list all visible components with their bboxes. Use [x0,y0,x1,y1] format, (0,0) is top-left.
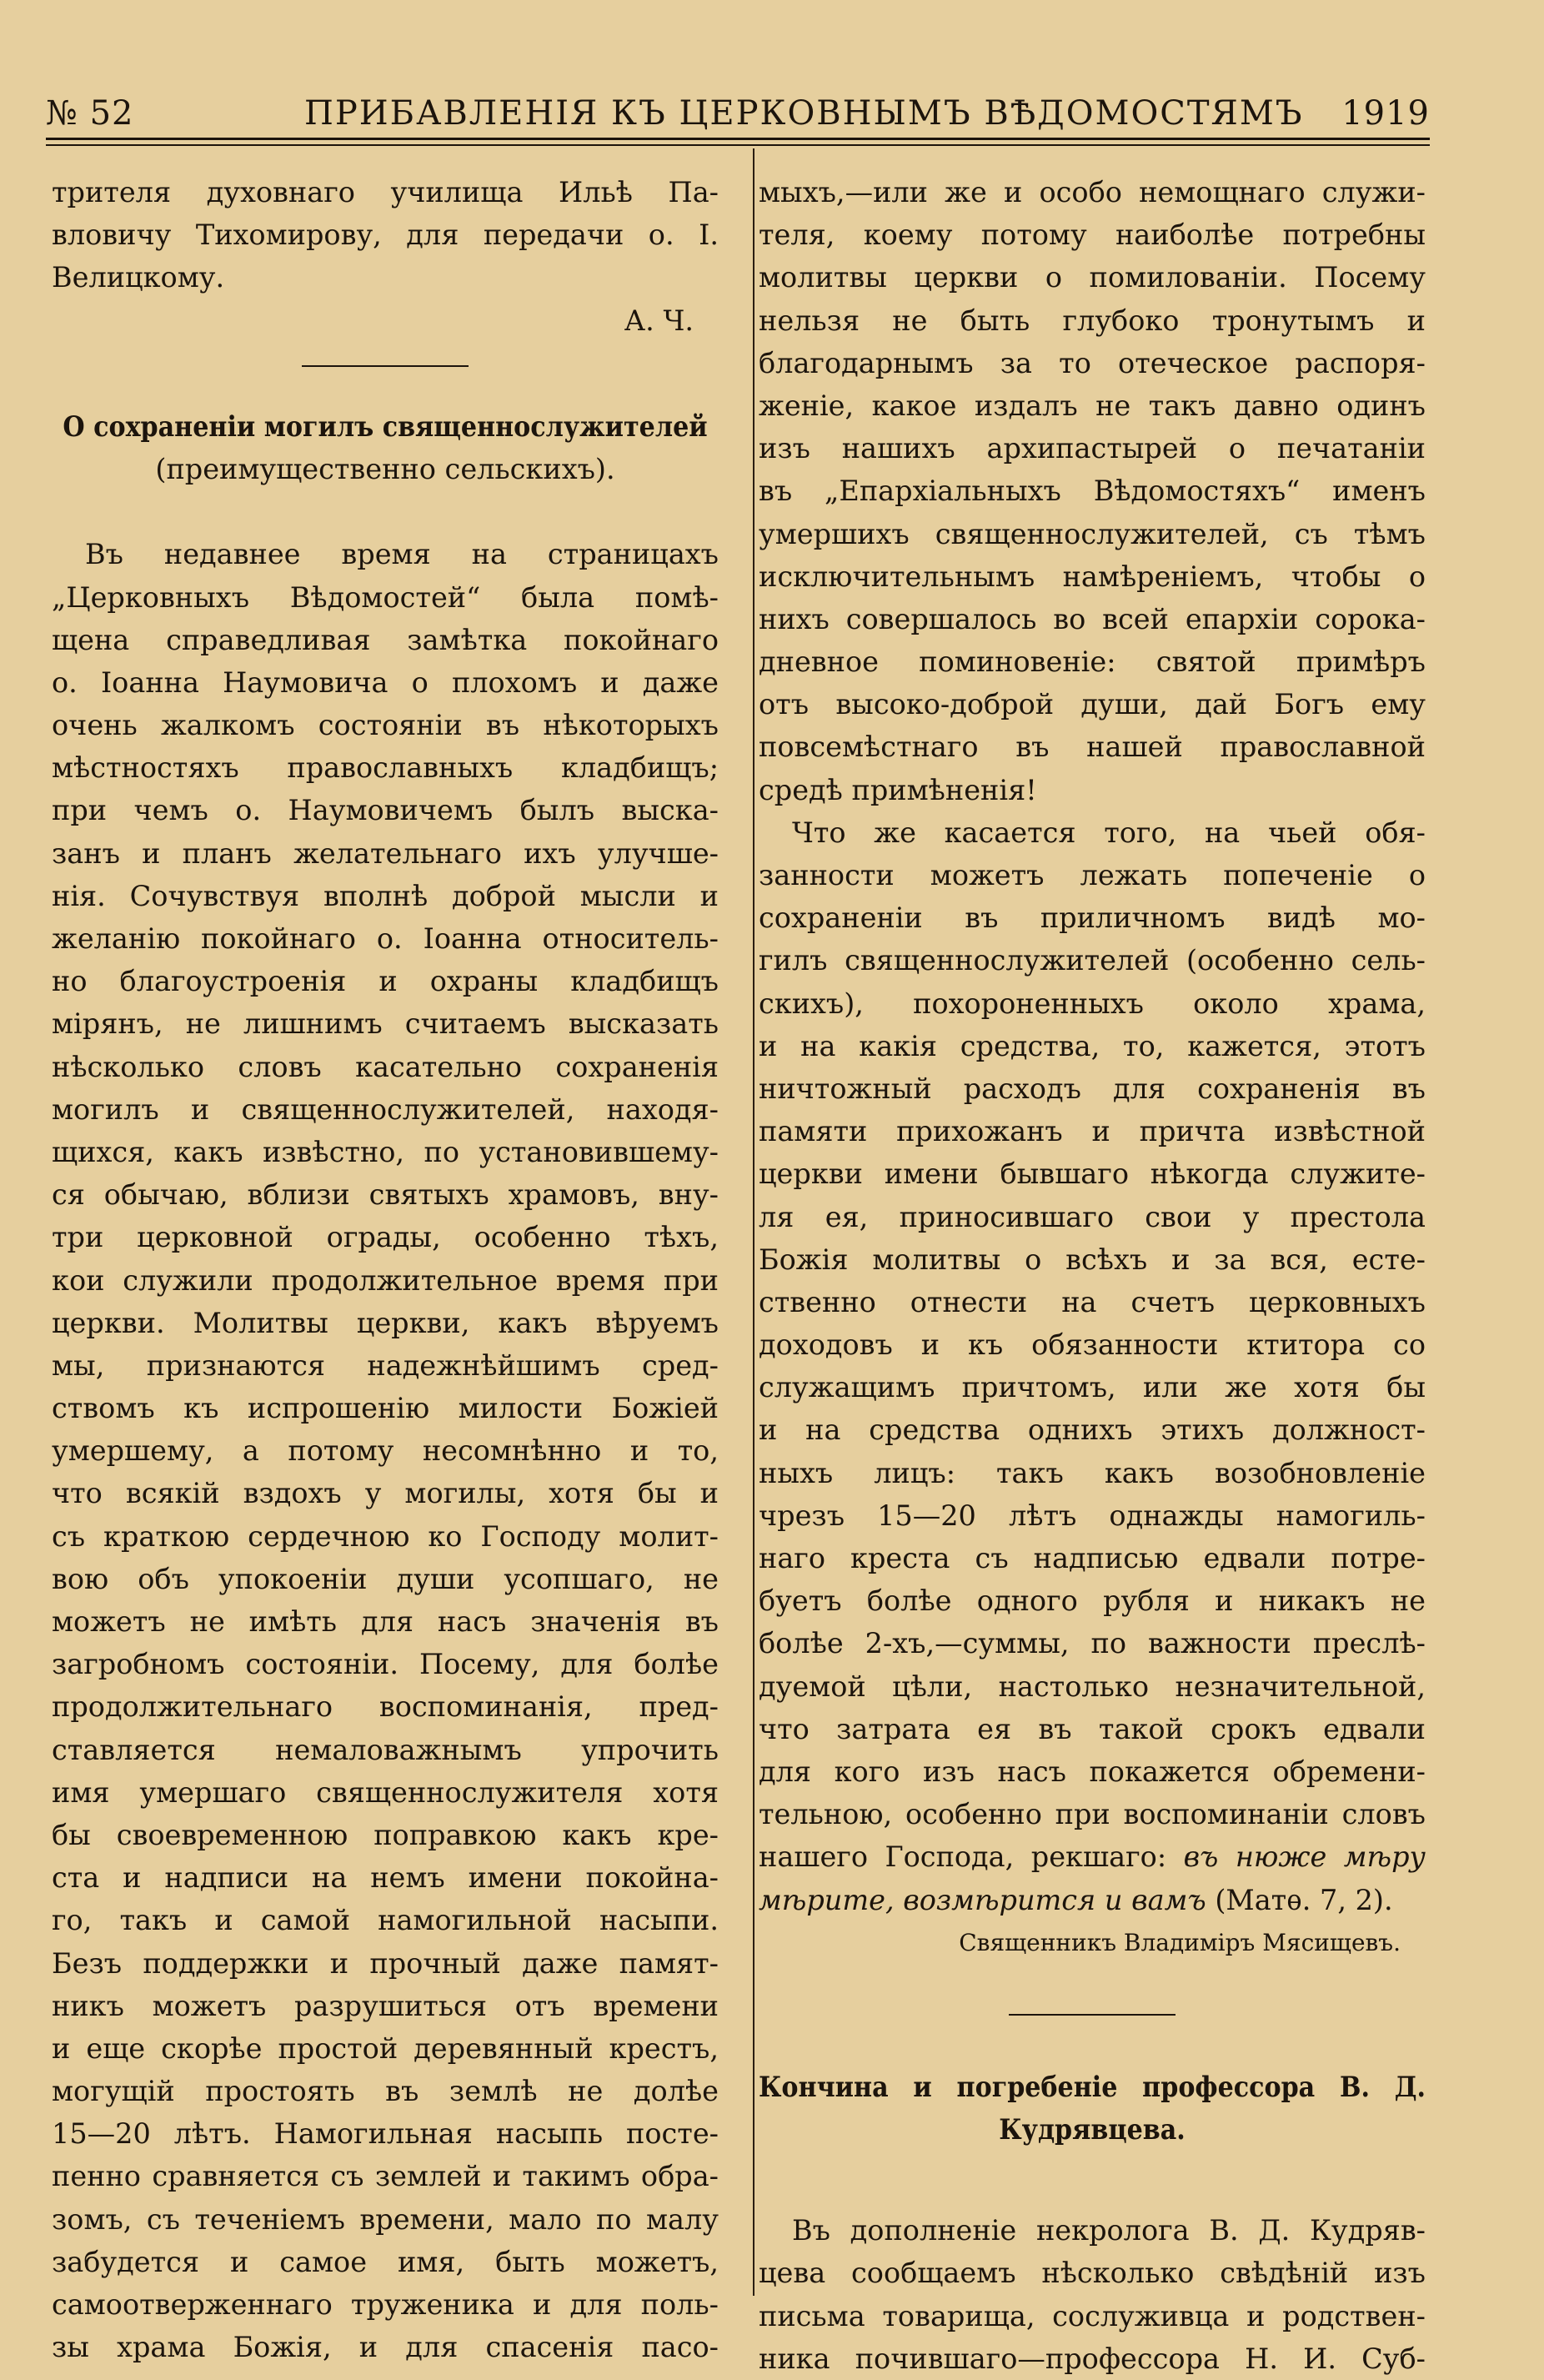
text-line: умершему, а потому несомнѣнно и то, [52,1434,719,1468]
article2-title: Кончина и погребеніе профессора В. Д. [759,2070,1426,2103]
article-body [52,533,719,2368]
text-line: могущій простоять въ землѣ не долѣе [52,2075,719,2108]
text-line: и на какія средства, то, кажется, этотъ [759,1029,1426,1062]
text-line: 15—20 лѣтъ. Намогильная насыпь посте- [52,2117,719,2151]
text-line: дневное поминовеніе: святой примѣръ [759,645,1426,679]
text-line: повсемѣстнаго въ нашей православной [759,731,1426,764]
text-line: въ „Епархіальныхъ Вѣдомостяхъ“ именъ [759,474,1426,508]
text-line: загробномъ состояніи. Посему, для болѣе [52,1648,719,1681]
text-line: при чемъ о. Наумовичемъ былъ выска- [52,794,719,827]
text-line: нихъ совершалось во всей епархіи сорока- [759,602,1426,635]
text-line: письма товарища, сослуживца и родствен- [759,2299,1426,2332]
text-line: Божія молитвы о всѣхъ и за вся, есте- [759,1243,1426,1276]
text-line: нія. Сочувствуя вполнѣ доброй мысли и [52,879,719,912]
text-line: ника почившаго—профессора Н. И. Суб- [759,2342,1426,2375]
text-line: ныхъ лицъ: такъ какъ возобновленіе [759,1456,1426,1489]
article-body-paragraph-2 [759,811,1426,1836]
quote-italic-2: мѣрите, возмѣрится и вамъ [759,1883,1206,1916]
text-line: трителя духовнаго училища Ильѣ Па- [52,176,719,208]
column-divider [753,148,754,2296]
page-number: 1919 [1341,94,1430,133]
text-line: продолжительнаго воспоминанія, пред- [52,1690,719,1724]
text-line: и на средства однихъ этихъ должност- [759,1413,1426,1447]
text-line: ся обычаю, вблизи святыхъ храмовъ, вну- [52,1178,719,1212]
section-separator [302,365,469,367]
text-line: ста и надписи на немъ имени покойна- [52,1861,719,1895]
text-line: вловичу Тихомирову, для передачи о. І. [52,218,719,252]
text-line: занъ и планъ желательнаго ихъ улучше- [52,836,719,870]
article-subtitle: (преимущественно сельскихъ). [155,452,615,485]
text-line: вою объ упокоеніи души усопшаго, не [52,1562,719,1595]
text-line: что всякій вздохъ у могилы, хотя бы и [52,1477,719,1510]
text-line: дуемой цѣли, настолько незначительной, [759,1670,1426,1703]
text-line: зы храма Божія, и для спасенія пасо- [52,2331,719,2364]
header-rule-top [46,138,1430,140]
text-line: молитвы церкви о помилованіи. Посему [759,261,1426,294]
text-line: зомъ, съ теченіемъ времени, мало по малу [52,2202,719,2236]
text-line: доходовъ и къ обязанности ктитора со [759,1328,1426,1362]
text-line: отъ высоко-доброй души, дай Богъ ему [759,688,1426,721]
text-line: ставляется немаловажнымъ упрочить [52,1733,719,1766]
text-line: Велицкому. [52,261,225,294]
text-line: умершихъ священнослужителей, съ тѣмъ [759,517,1426,550]
text-line: цева сообщаемъ нѣсколько свѣдѣній изъ [759,2257,1426,2290]
text-line: ствомъ къ испрошенію милости Божіей [52,1392,719,1425]
text-line: Въ недавнее время на страницахъ [85,538,719,571]
article-signature: Священникъ Владиміръ Мясищевъ. [959,1928,1401,1956]
text-line: средѣ примѣненія! [759,773,1037,806]
text-line: гилъ священнослужителей (особенно сель- [759,944,1426,977]
article2-body [759,2209,1426,2380]
text-line: теля, коему потому наиболѣе потребны [759,218,1426,252]
section-separator-2 [1009,2014,1176,2016]
text-line: и еще скорѣе простой деревянный крестъ, [52,2031,719,2065]
publication-title: ПРИБАВЛЕНІЯ КЪ ЦЕРКОВНЫМЪ ВѢДОМОСТЯМЪ [304,94,1304,133]
text-line: для кого изъ насъ покажется обремени- [759,1755,1426,1788]
text-line: но благоустроенія и охраны кладбищъ [52,965,719,998]
quote-line [759,1835,1426,1878]
text-line: занности можетъ лежать попеченіе о [759,859,1426,891]
text-line: буетъ болѣе одного рубля и никакъ не [759,1584,1426,1618]
text-line: исключительнымъ намѣреніемъ, чтобы о [759,560,1426,593]
text-line: служащимъ причтомъ, или же хотя бы [759,1371,1426,1404]
text-line: самоотверженнаго труженика и для поль- [52,2288,719,2321]
text-line: го, такъ и самой намогильной насыпи. [52,1904,719,1937]
text-line: имя умершаго священнослужителя хотя [52,1775,719,1809]
text-line: скихъ), похороненныхъ около храма, [759,987,1426,1020]
text-line: Въ дополненіе некролога В. Д. Кудряв- [792,2214,1426,2247]
text-line: мѣстностяхъ православныхъ кладбищъ; [52,751,719,785]
issue-number: № 52 [46,94,134,133]
text-line: изъ нашихъ архипастырей о печатаніи [759,432,1426,465]
page-header [46,90,1430,137]
left-column [52,171,719,2368]
text-line: чрезъ 15—20 лѣтъ однажды намогиль- [759,1499,1426,1532]
text-line: съ краткою сердечною ко Господу молит- [52,1519,719,1553]
spacer [52,490,719,533]
header-rule-bottom [46,144,1430,146]
article-body-continued [759,171,1426,811]
text-line: женіе, какое издалъ не такъ давно одинъ [759,389,1426,422]
text-line: церкви. Молитвы церкви, какъ вѣруемъ [52,1306,719,1339]
text-line: ничтожный расходъ для сохраненія въ [759,1072,1426,1105]
quote-reference: (Матѳ. 7, 2). [1206,1883,1393,1916]
text-line: щена справедливая замѣтка покойнаго [52,623,719,656]
quote-line-start: нашего Господа, рекшаго: [759,1840,1184,1874]
text-line: что затрата ея въ такой срокъ едвали [759,1712,1426,1745]
article2-title-line2: Кудрявцева. [999,2113,1186,2147]
intro-paragraph [52,171,719,299]
text-line: мы, признаются надежнѣйшимъ сред- [52,1348,719,1382]
text-line: никъ можетъ разрушиться отъ времени [52,1989,719,2022]
text-line: наго креста съ надписью едвали потре- [759,1542,1426,1574]
right-column [759,171,1426,2380]
text-line: кои служили продолжительное время при [52,1263,719,1297]
text-line: сохраненіи въ приличномъ видѣ мо- [759,901,1426,935]
text-line: три церковной ограды, особенно тѣхъ, [52,1221,719,1254]
text-line: мыхъ,—или же и особо немощнаго служи- [759,176,1426,208]
text-line: бы своевременною поправкою какъ кре- [52,1818,719,1851]
text-line: нельзя не быть глубоко тронутымъ и [759,304,1426,337]
text-line: тельною, особенно при воспоминаніи словъ [759,1798,1426,1831]
text-line: можетъ не имѣть для насъ значенія въ [52,1605,719,1638]
text-line: мірянъ, не лишнимъ считаемъ высказать [52,1007,719,1041]
text-line: благодарнымъ за то отеческое распоря- [759,346,1426,379]
article-title: О сохраненіи могилъ священнослужителей [63,409,708,443]
text-line: очень жалкомъ состояніи въ нѣкоторыхъ [52,709,719,742]
quote-italic: въ нюже мѣру [1183,1840,1426,1874]
text-line: забудется и самое имя, быть можетъ, [52,2245,719,2278]
text-line: ственно отнести на счетъ церковныхъ [759,1285,1426,1318]
text-line: могилъ и священнослужителей, находя- [52,1092,719,1126]
text-line: о. Іоанна Наумовича о плохомъ и даже [52,665,719,699]
quote-line-2 [759,1879,1426,1921]
text-line: Безъ поддержки и прочный даже памят- [52,1946,719,1980]
text-line: церкви имени бывшаго нѣкогда служите- [759,1157,1426,1191]
spacer [759,2151,1426,2209]
text-line: пенно сравняется съ землей и такимъ обра- [52,2160,719,2193]
text-line: „Церковныхъ Вѣдомостей“ была помѣ- [52,580,719,614]
text-line: Что же касается того, на чьей обя- [792,816,1426,849]
text-line: памяти прихожанъ и причта извѣстной [759,1115,1426,1148]
text-line: желанію покойнаго о. Іоанна относитель- [52,922,719,955]
text-line: щихся, какъ извѣстно, по установившему- [52,1135,719,1168]
text-line: ля ея, приносившаго свои у престола [759,1200,1426,1233]
text-line: болѣе 2-хъ,—суммы, по важности преслѣ- [759,1627,1426,1660]
text-line: нѣсколько словъ касательно сохраненія [52,1050,719,1083]
intro-signature: А. Ч. [624,304,694,337]
